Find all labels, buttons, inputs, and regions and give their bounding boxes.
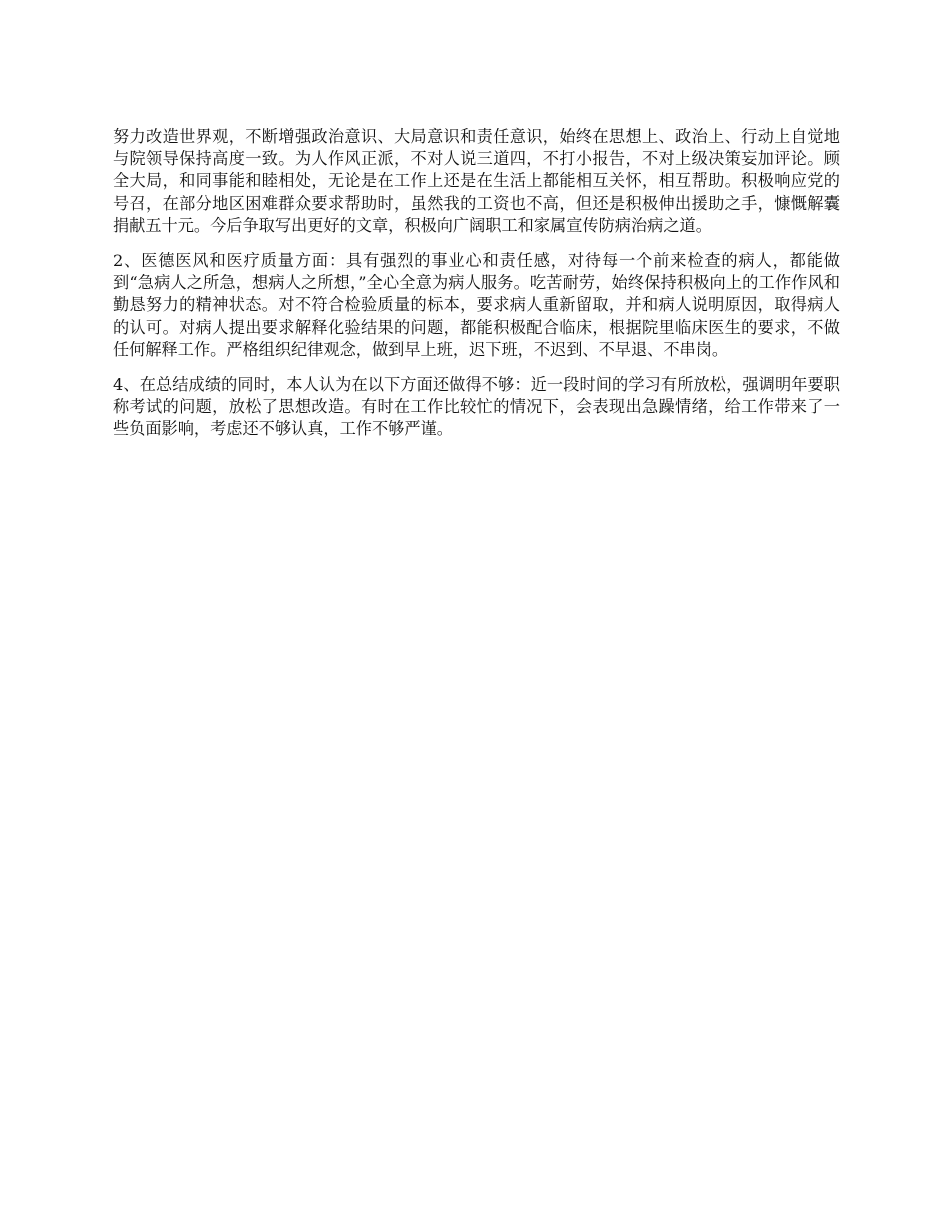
paragraph-political-attitude: 努力改造世界观，不断增强政治意识、大局意识和责任意识，始终在思想上、政治上、行动上自觉地与院领导保持高度一致。为人作风正派，不对人说三道四，不打小报告，不对上级决策妄加评论。顾全大局，和同事能和睦相处，无论是在工作上还是在生活上都能相互关怀，相互帮助。积极响应党的号召，在部分地区困难群众要求帮助时，虽然我的工资也不高，但还是积极伸出援助之手，慷慨解囊捐献五十元。今后争取写出更好的文章，积极向广阔职工和家属宣传防病治病之道。 <box>113 127 840 235</box>
paragraph-medical-ethics: 2、医德医风和医疗质量方面：具有强烈的事业心和责任感，对待每一个前来检查的病人，都能做到“急病人之所急，想病人之所想，”全心全意为病人服务。吃苦耐劳，始终保持积极向上的工作作风和勤恳努力的精神状态。对不符合检验质量的标本，要求病人重新留取，并和病人说明原因，取得病人的认可。对病人提出要求解释化验结果的问题，都能积极配合临床，根据院里临床医生的要求，不做任何解释工作。严格组织纪律观念，做到早上班，迟下班，不迟到、不早退、不串岗。 <box>113 251 840 359</box>
paragraph-shortcomings: 4、在总结成绩的同时，本人认为在以下方面还做得不够：近一段时间的学习有所放松，强调明年要职称考试的问题，放松了思想改造。有时在工作比较忙的情况下，会表现出急躁情绪，给工作带来了一些负面影响，考虑还不够认真，工作不够严谨。 <box>113 375 840 439</box>
document-body <box>113 126 840 454</box>
